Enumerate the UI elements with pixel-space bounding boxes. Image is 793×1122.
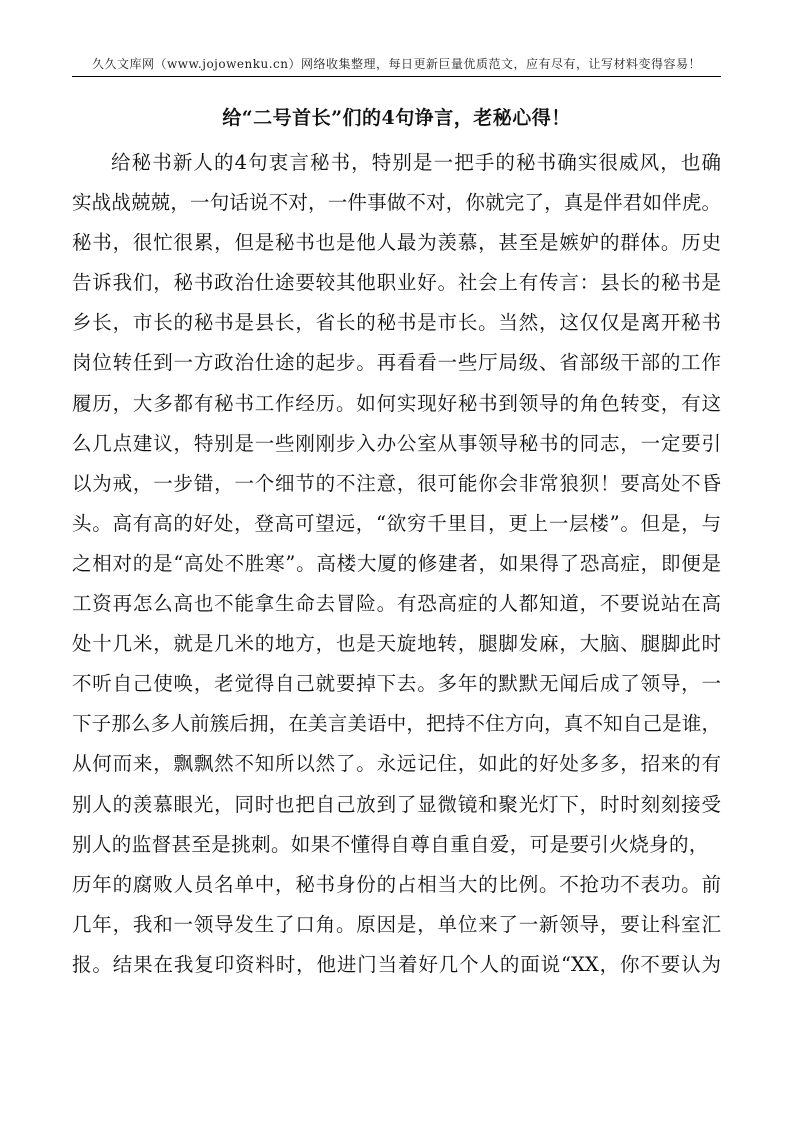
body-line: 工资再怎么高也不能拿生命去冒险。有恐高症的人都知道，不要说站在高 (72, 592, 721, 616)
body-line: 实战战兢兢，一句话说不对，一件事做不对，你就完了，真是伴君如伴虎。 (72, 191, 721, 215)
site-header-text: 久久文库网（www.jojowenku.cn）网络收集整理，每日更新巨量优质范文，应有尽有，让写材料变得容易！ (92, 57, 701, 71)
body-line: 给秘书新人的4句衷言秘书，特别是一把手的秘书确实很威风，也确 (111, 151, 721, 174)
body-line: 下子那么多人前簇后拥，在美言美语中，把持不住方向，真不知自己是谁， (72, 712, 721, 736)
article-title: 给“二号首长”们的4句诤言，老秘心得！ (222, 107, 571, 129)
body-line: 乡长，市长的秘书是县长，省长的秘书是市长。当然，这仅仅是离开秘书 (72, 311, 721, 335)
body-line: 报。结果在我复印资料时，他进门当着好几个人的面说“XX，你不要认为 (72, 952, 721, 976)
body-line: 岗位转任到一方政治仕途的起步。再看看一些厅局级、省部级干部的工作 (72, 351, 721, 375)
body-line: 之相对的是“高处不胜寒”。高楼大厦的修建者，如果得了恐高症，即便是 (72, 551, 721, 575)
body-line: 从何而来，飘飘然不知所以然了。永远记住，如此的好处多多，招来的有 (72, 752, 721, 776)
body-line: 别人的监督甚至是挑刺。如果不懂得自尊自重自爱，可是要引火烧身的， (72, 832, 709, 856)
body-line: 头。高有高的好处，登高可望远，“欲穷千里目，更上一层楼”。但是，与 (72, 511, 721, 535)
body-line: 处十几米，就是几米的地方，也是天旋地转，腿脚发麻，大脑、腿脚此时 (72, 632, 721, 656)
body-line: 不听自己使唤，老觉得自己就要掉下去。多年的默默无闻后成了领导，一 (72, 672, 721, 696)
body-line: 秘书，很忙很累，但是秘书也是他人最为羡慕，甚至是嫉妒的群体。历史 (72, 231, 721, 255)
article-body (72, 143, 721, 985)
header-divider (72, 76, 721, 77)
body-line: 几年，我和一领导发生了口角。原因是，单位来了一新领导，要让科室汇 (72, 912, 721, 936)
body-line: 履历，大多都有秘书工作经历。如何实现好秘书到领导的角色转变，有这 (72, 391, 721, 415)
body-line: 历年的腐败人员名单中，秘书身份的占相当大的比例。不抢功不表功。前 (72, 872, 721, 896)
body-line: 么几点建议，特别是一些刚刚步入办公室从事领导秘书的同志，一定要引 (72, 431, 721, 455)
body-line: 以为戒，一步错，一个细节的不注意，很可能你会非常狼狈！要高处不昏 (72, 471, 721, 495)
body-line: 告诉我们，秘书政治仕途要较其他职业好。社会上有传言：县长的秘书是 (72, 271, 721, 295)
body-line: 别人的羡慕眼光，同时也把自己放到了显微镜和聚光灯下，时时刻刻接受 (72, 792, 721, 816)
